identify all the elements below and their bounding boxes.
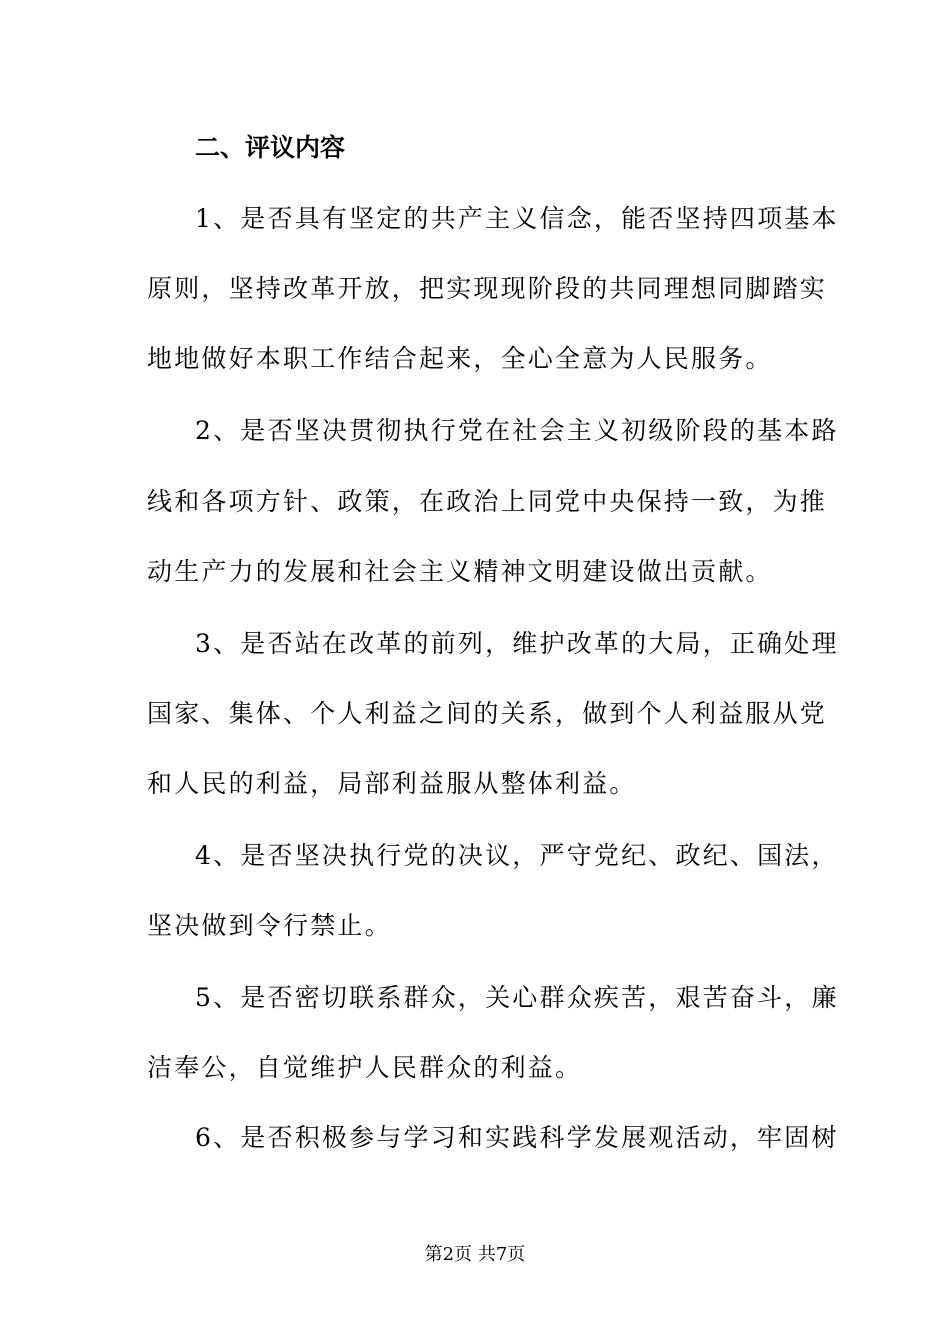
paragraph-3-line-2: 国家、集体、个人利益之间的关系，做到个人利益服从党 xyxy=(147,699,828,728)
paragraph-1-line-3: 地地做好本职工作结合起来，全心全意为人民服务。 xyxy=(147,344,773,373)
paragraph-4-line-1: 4、是否坚决执行党的决议，严守党纪、政纪、国法， xyxy=(195,841,839,870)
paragraph-4-line-2: 坚决做到令行禁止。 xyxy=(147,911,392,940)
paragraph-5-line-1: 5、是否密切联系群众，关心群众疾苦，艰苦奋斗，廉 xyxy=(195,983,839,1012)
paragraph-2-line-1: 2、是否坚决贯彻执行党在社会主义初级阶段的基本路 xyxy=(195,416,839,445)
page-number-footer: 第2页 共7页 xyxy=(424,1244,526,1265)
paragraph-1-line-2: 原则，坚持改革开放，把实现现阶段的共同理想同脚踏实 xyxy=(147,274,828,303)
paragraph-6-line-1: 6、是否积极参与学习和实践科学发展观活动，牢固树 xyxy=(195,1123,839,1152)
paragraph-3-line-3: 和人民的利益，局部利益服从整体利益。 xyxy=(147,769,637,798)
paragraph-5-line-2: 洁奉公，自觉维护人民群众的利益。 xyxy=(147,1053,583,1082)
paragraph-3-line-1: 3、是否站在改革的前列，维护改革的大局，正确处理 xyxy=(195,629,839,658)
paragraph-2-line-3: 动生产力的发展和社会主义精神文明建设做出贡献。 xyxy=(147,557,773,586)
paragraph-1-line-1: 1、是否具有坚定的共产主义信念，能否坚持四项基本 xyxy=(195,204,839,233)
section-heading: 二、评议内容 xyxy=(195,133,346,162)
paragraph-2-line-2: 线和各项方针、政策，在政治上同党中央保持一致，为推 xyxy=(147,487,828,516)
